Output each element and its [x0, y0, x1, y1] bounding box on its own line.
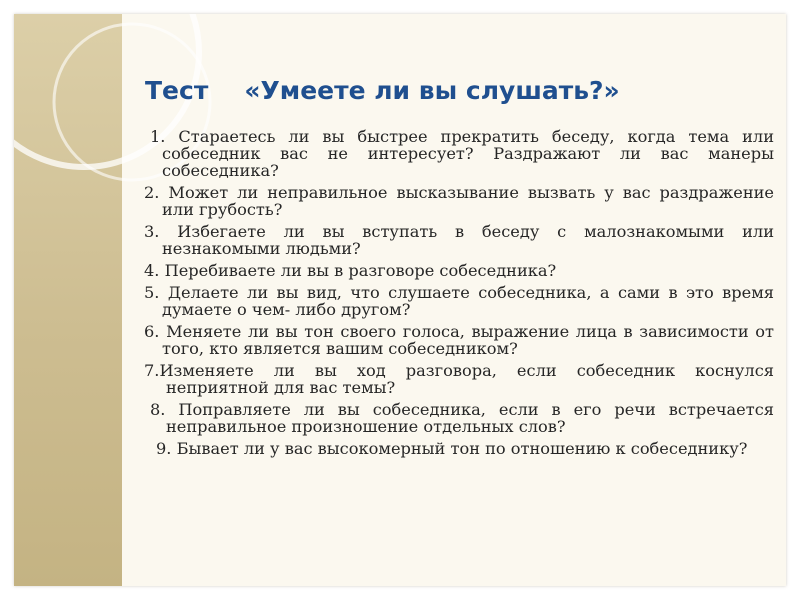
- question-item-9: 9. Бывает ли у вас высокомерный тон по отношению к собеседнику?: [156, 439, 748, 458]
- question-item-6: 6. Меняете ли вы тон своего голоса, выражение лица в зависимости от того, кто является вашим собеседником?: [144, 322, 774, 358]
- question-list: [144, 128, 774, 462]
- question-item-3: 3. Избегаете ли вы вступать в беседу с малознакомыми или незнакомыми людьми?: [144, 222, 774, 258]
- question-item-8: 8. Поправляете ли вы собеседника, если в его речи встречается неправильное произношение отдельных слов?: [150, 400, 774, 436]
- question-item-4: 4. Перебиваете ли вы в разговоре собеседника?: [144, 261, 557, 280]
- title-question: «Умеете ли вы слушать?»: [244, 76, 620, 105]
- question-item-2: 2. Может ли неправильное высказывание вызвать у вас раздражение или грубость?: [144, 183, 774, 219]
- title-word-test: Тест: [145, 76, 209, 105]
- question-item-7: 7.Изменяете ли вы ход разговора, если собеседник коснулся неприятной для вас темы?: [144, 361, 774, 397]
- question-item-5: 5. Делаете ли вы вид, что слушаете собеседника, а сами в это время думаете о чем- либо другом?: [144, 283, 774, 319]
- slide: [14, 14, 786, 586]
- slide-title: [145, 76, 620, 105]
- question-item-1: 1. Стараетесь ли вы быстрее прекратить беседу, когда тема или собеседник вас не интересует? Раздражают ли вас манеры собеседника?: [150, 127, 774, 180]
